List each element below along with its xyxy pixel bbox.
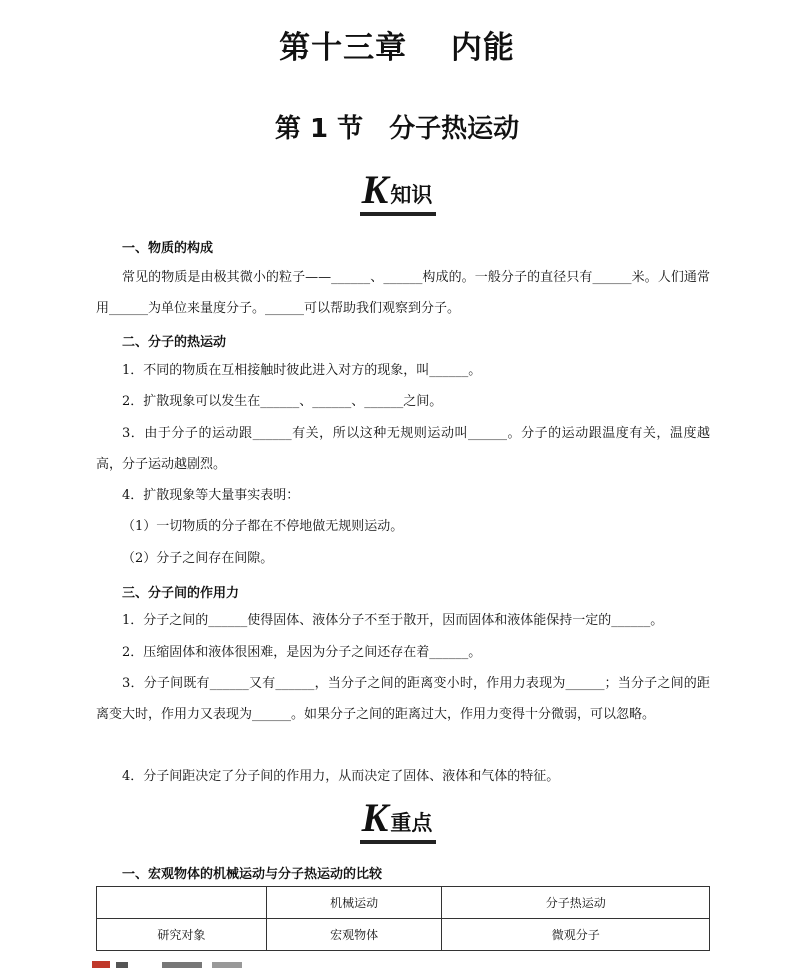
paragraph-thermal-motion: 3．由于分子的运动跟______有关，所以这种无规则运动叫______。分子的运动跟温度有关，温度越高，分子运动越剧烈。 bbox=[96, 426, 710, 472]
badge-underline bbox=[360, 212, 437, 216]
table-header-row bbox=[97, 887, 710, 919]
paragraph-force-1: 1．分子之间的______使得固体、液体分子不至于散开，因而固体和液体能保持一定的______。 bbox=[122, 613, 664, 628]
paragraph-fact-2: （2）分子之间存在间隙。 bbox=[122, 551, 274, 566]
section-title: 第 1 节 分子热运动 bbox=[274, 114, 520, 144]
paragraph-facts: 4．扩散现象等大量事实表明： bbox=[122, 488, 300, 503]
badge-label: 重点 bbox=[390, 811, 433, 835]
paragraph-fact-1: （1）一切物质的分子都在不停地做无规则运动。 bbox=[122, 519, 404, 534]
paragraph-force-2: 2．压缩固体和液体很困难，是因为分子之间还存在着______。 bbox=[122, 645, 482, 660]
heading-thermal-motion: 二、分子的热运动 bbox=[122, 335, 227, 350]
badge-label: 知识 bbox=[390, 183, 433, 207]
heading-matter-composition: 一、物质的构成 bbox=[122, 241, 214, 256]
chapter-title: 第十三章 内能 bbox=[279, 30, 515, 66]
table-cell: 机械运动 bbox=[266, 887, 442, 919]
table-cell: 研究对象 bbox=[97, 919, 267, 951]
table-cell: 分子热运动 bbox=[442, 887, 710, 919]
table-cell: 微观分子 bbox=[442, 919, 710, 951]
table-cell: 宏观物体 bbox=[266, 919, 442, 951]
badge-underline bbox=[360, 840, 437, 844]
paragraph-diffusion-where: 2．扩散现象可以发生在______、______、______之间。 bbox=[122, 394, 443, 409]
knowledge-badge bbox=[0, 167, 794, 218]
paragraph-force-4: 4．分子间距决定了分子间的作用力，从而决定了固体、液体和气体的特征。 bbox=[122, 769, 560, 784]
table-cell bbox=[97, 887, 267, 919]
key-points-badge bbox=[0, 795, 794, 846]
footer-decoration-icon bbox=[92, 958, 252, 968]
heading-motion-comparison: 一、宏观物体的机械运动与分子热运动的比较 bbox=[122, 867, 383, 882]
paragraph-force-3: 3．分子间既有______又有______，当分子之间的距离变小时，作用力表现为______；当分子之间的距离变大时，作用力又表现为______。如果分子之间的距离过大，作用力变得十分微弱，可以忽略。 bbox=[96, 676, 710, 722]
badge-k-letter: K bbox=[361, 795, 389, 840]
heading-intermolecular-force: 三、分子间的作用力 bbox=[122, 586, 240, 601]
table-row bbox=[97, 919, 710, 951]
badge-k-letter: K bbox=[361, 167, 389, 212]
paragraph-diffusion-def: 1．不同的物质在互相接触时彼此进入对方的现象，叫______。 bbox=[122, 363, 482, 378]
paragraph-matter: 常见的物质是由极其微小的粒子——______、______构成的。一般分子的直径只有______米。人们通常用______为单位来量度分子。______可以帮助我们观察到分子。 bbox=[96, 270, 710, 316]
comparison-table bbox=[96, 886, 710, 951]
